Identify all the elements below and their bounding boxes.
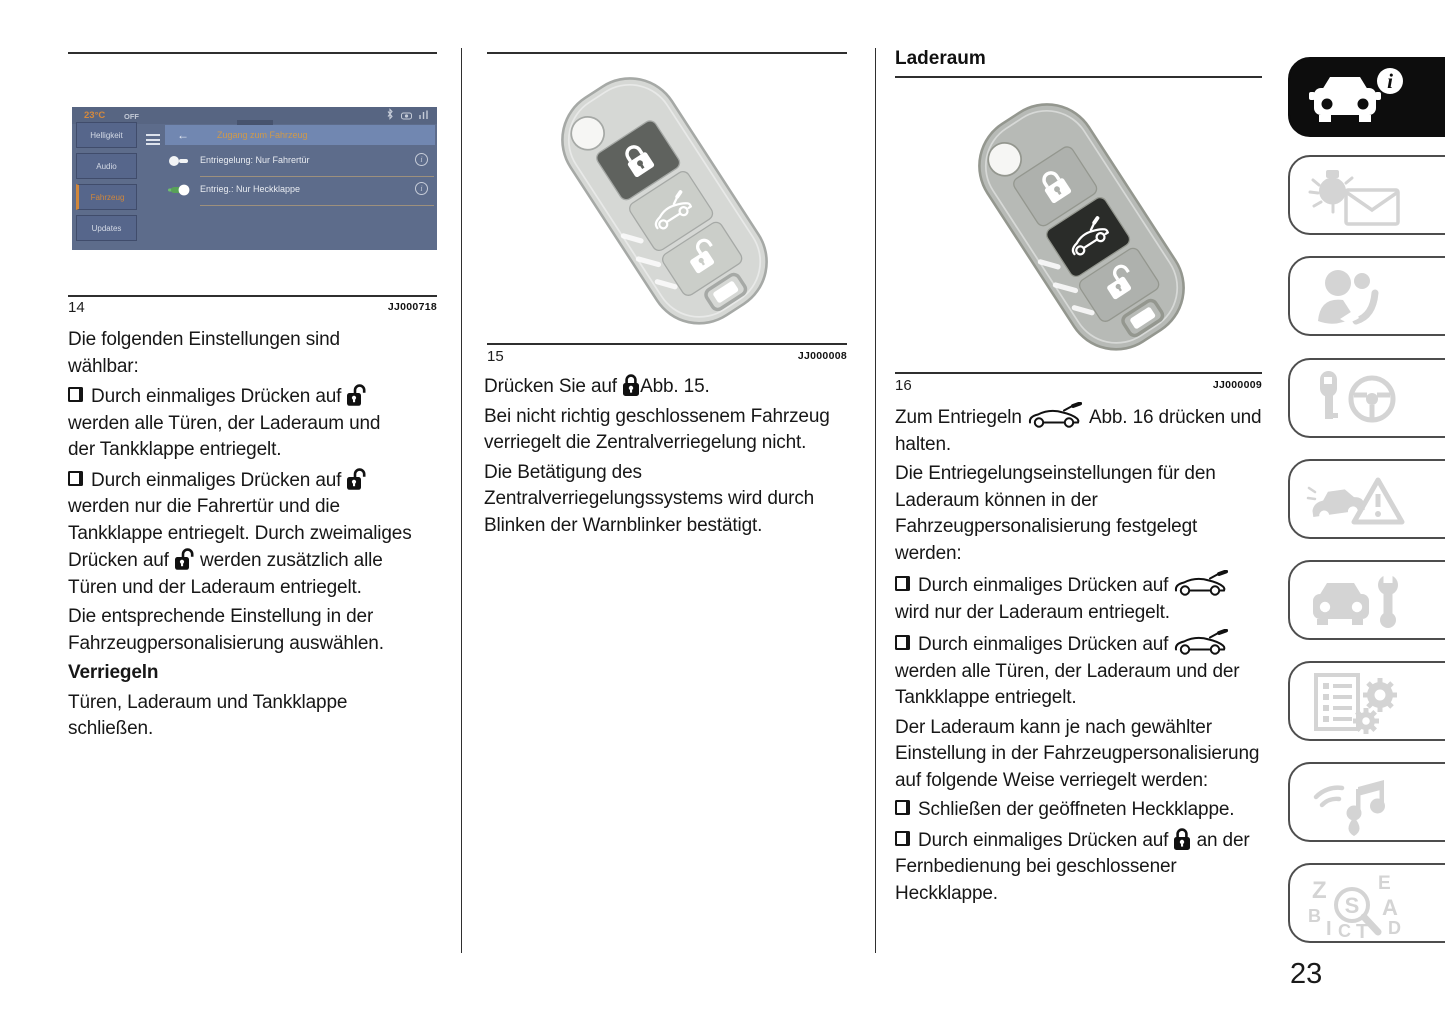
chapter-tab-service[interactable] [1288,560,1445,640]
row-divider [200,176,434,177]
trunk-icon [1173,629,1231,659]
chapter-tab-key-steering[interactable] [1288,358,1445,438]
section-heading: Laderaum [895,48,986,69]
left-column-text [68,327,412,743]
list-item: Durch einmaliges Drücken auf wird nur der Laderaum entriegelt. [895,570,1267,626]
lock-icon [622,373,640,401]
safety-icon [1306,265,1416,336]
figure-number: 15 [487,348,504,365]
figure-bottom-rule [895,372,1262,374]
square-bullet-icon [895,576,910,591]
figure-15-key-fob [498,56,838,344]
paragraph: Der Laderaum kann je nach gewählter Einstellung in der Fahrzeugpersonalisierung auf folgende Weise verriegelt werden: [895,716,1260,791]
index-icon [1306,872,1416,943]
paragraph: Die entsprechende Einstellung in der Fahrzeugpersonalisierung auswählen. [68,606,384,654]
screen-menu-audio[interactable]: Audio [76,153,137,179]
unlock-icon [346,467,367,495]
chapter-tab-vehicle-info[interactable] [1288,57,1445,137]
square-bullet-icon [68,471,83,486]
temperature-label: 23°C [84,110,106,121]
paragraph: Bei nicht richtig geschlossenem Fahrzeug verriegelt die Zentralverriegelung nicht. [484,405,830,453]
paragraph: Drücken Sie auf Abb. 15. [484,373,842,401]
paragraph: Zum Entriegeln Abb. 16 drücken und halten. [895,402,1267,458]
square-bullet-icon [895,800,910,815]
svg-text:B: B [1308,906,1321,926]
paragraph: Die Entriegelungseinstellungen für den Laderaum können in der Fahrzeugpersonalisierung festgelegt werden: [895,463,1216,564]
figure-number: 16 [895,377,912,394]
figure-bottom-rule [487,343,847,345]
screen-menu-helligkeit[interactable]: Helligkeit [76,122,137,148]
technical-data-icon [1306,670,1416,741]
lock-icon [1173,827,1191,855]
paragraph: Türen, Laderaum und Tankklappe schließen. [68,691,348,739]
list-item: Schließen der geöffneten Heckklappe. [895,797,1267,824]
svg-text:A: A [1382,895,1398,920]
toggle-on-icon[interactable] [168,183,190,201]
chapter-tab-safety[interactable] [1288,256,1445,336]
service-icon [1306,569,1416,640]
multimedia-icon [1306,771,1416,842]
svg-text:I: I [1326,918,1332,938]
screen-title: Zugang zum Fahrzeug [217,130,308,140]
vehicle-info-icon [1306,66,1416,137]
key-steering-icon [1306,367,1416,438]
figure-code: JJ000008 [797,350,847,362]
warning-lights-icon [1306,164,1416,235]
unlock-icon [346,383,367,411]
svg-text:E: E [1378,873,1391,894]
svg-text:Z: Z [1312,877,1327,904]
figure-code: JJ000009 [1212,379,1262,391]
trunk-icon [1173,570,1231,600]
heading-rule [895,76,1262,78]
column-divider [461,48,462,953]
paragraph: Die Betätigung des Zentralverriegelungssystems wird durch Blinken der Warnblinker bestätigt. [484,461,815,536]
chapter-tab-emergency[interactable] [1288,459,1445,539]
svg-text:C: C [1338,921,1351,938]
chapter-tab-index[interactable] [1288,863,1445,943]
figure-14-infotainment-screenshot [72,107,437,250]
right-column-text [895,402,1267,907]
info-icon[interactable]: i [415,153,428,166]
square-bullet-icon [895,635,910,650]
figure-code: JJ000718 [387,301,437,313]
sub-heading: Verriegeln [68,662,159,683]
page-number: 23 [1290,958,1323,990]
unlock-icon [174,547,195,575]
setting-label: Entrieg.: Nur Heckklappe [200,184,301,194]
setting-label: Entriegelung: Nur Fahrertür [200,155,310,165]
svg-text:i: i [1387,69,1393,93]
square-bullet-icon [68,387,83,402]
row-divider [200,205,434,206]
square-bullet-icon [895,831,910,846]
info-icon[interactable]: i [415,182,428,195]
list-item: Durch einmaliges Drücken auf werden alle Türen, der Laderaum und der Tankklappe entriegelt. [68,383,412,464]
middle-column-text [484,373,842,539]
figure-number: 14 [68,299,85,316]
screen-settings-list [72,107,437,250]
figure-16-caption [895,377,1262,394]
screen-menu-fahrzeug[interactable]: Fahrzeug [76,184,137,210]
climate-off-label: OFF [124,112,139,121]
screen-setting-row [166,151,434,171]
toggle-off-icon[interactable] [168,154,190,172]
list-item: Durch einmaliges Drücken auf an der Fernbedienung bei geschlossener Heckklappe. [895,827,1267,908]
figure-top-rule [487,52,847,54]
figure-15-caption [487,348,847,365]
back-arrow-icon[interactable]: ← [177,128,189,142]
screen-setting-row [166,180,434,200]
column-divider [875,48,876,953]
emergency-icon [1306,468,1416,539]
list-item: Durch einmaliges Drücken auf werden nur die Fahrertür und die Tankklappe entriegelt. Durch zweimaliges Drücken auf werden zusätzlich alle Türen und der Laderaum entriegelt. [68,467,412,602]
svg-text:D: D [1388,918,1401,938]
figure-bottom-rule [68,295,437,297]
svg-text:S: S [1344,893,1360,918]
svg-text:T: T [1356,921,1369,938]
figure-14-caption [68,299,437,316]
chapter-tab-multimedia[interactable] [1288,762,1445,842]
list-item: Durch einmaliges Drücken auf werden alle Türen, der Laderaum und der Tankklappe entriegelt. [895,629,1267,712]
figure-16-key-fob [915,82,1255,370]
chapter-tab-technical-data[interactable] [1288,661,1445,741]
chapter-tab-warning-lights[interactable] [1288,155,1445,235]
paragraph: Die folgenden Einstellungen sind wählbar: [68,329,340,377]
trunk-icon [1027,402,1085,432]
figure-top-rule [68,52,437,54]
screen-menu-updates[interactable]: Updates [76,215,137,241]
